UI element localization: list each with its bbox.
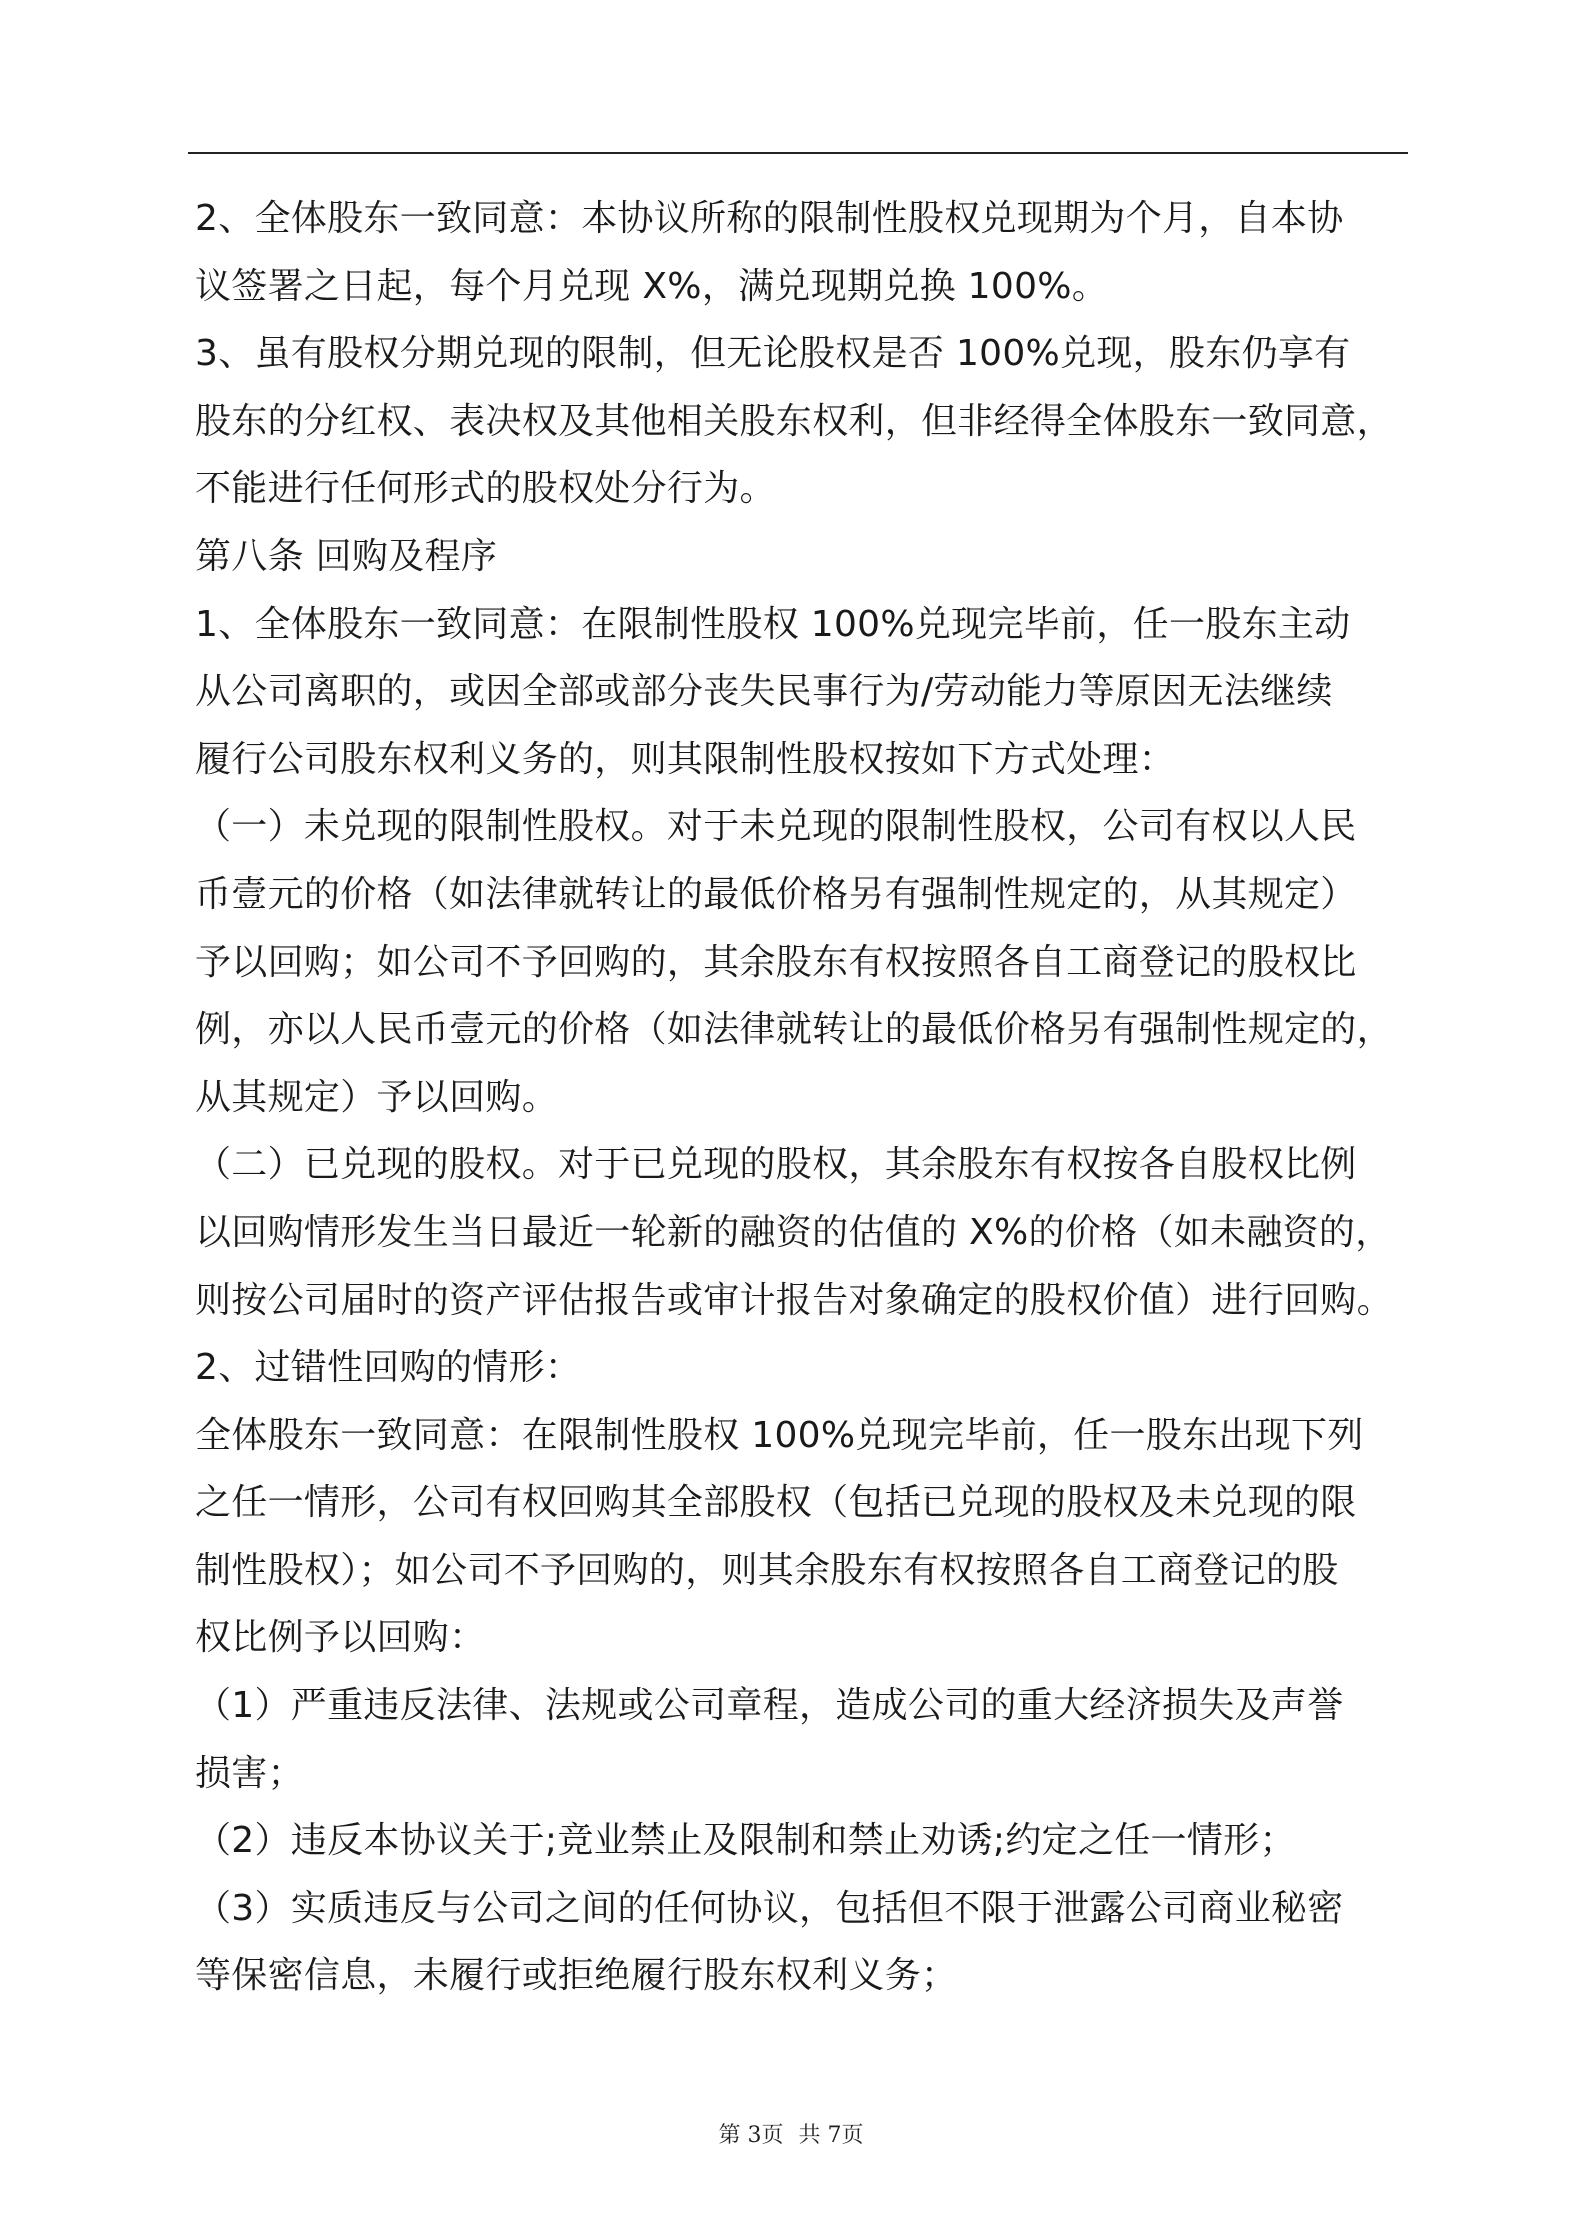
text-line: 权比例予以回购： — [195, 1617, 486, 1659]
page-number: 第 3页 — [718, 2123, 784, 2148]
text-line: 股东的分红权、表决权及其他相关股东权利，但非经得全体股东一致同意， — [195, 400, 1393, 442]
text-line: 例，亦以人民币壹元的价格（如法律就转让的最低价格另有强制性规定的， — [195, 1009, 1393, 1051]
text-line: 以回购情形发生当日最近一轮新的融资的估值的 X%的价格（如未融资的， — [195, 1211, 1392, 1253]
text-line: 予以回购；如公司不予回购的，其余股东有权按照各自工商登记的股权比 — [195, 941, 1357, 983]
text-line: 2、全体股东一致同意：本协议所称的限制性股权兑现期为个月，自本协 — [195, 198, 1344, 239]
text-line: （一）未兑现的限制性股权。对于未兑现的限制性股权，公司有权以人民 — [195, 806, 1357, 848]
text-line: 制性股权）；如公司不予回购的，则其余股东有权按照各自工商登记的股 — [195, 1549, 1339, 1591]
text-line: 3、虽有股权分期兑现的限制，但无论股权是否 100%兑现，股东仍享有 — [195, 333, 1351, 375]
text-line: （2）违反本协议关于;竞业禁止及限制和禁止劝诱;约定之任一情形； — [195, 1820, 1296, 1862]
text-line: 则按公司届时的资产评估报告或审计报告对象确定的股权价值）进行回购。 — [195, 1279, 1393, 1321]
text-line: （1）严重违反法律、法规或公司章程，造成公司的重大经济损失及声誉 — [195, 1685, 1344, 1727]
text-line: 等保密信息，未履行或拒绝履行股东权利义务； — [195, 1955, 958, 1997]
text-line: 之任一情形，公司有权回购其全部股权（包括已兑现的股权及未兑现的限 — [195, 1482, 1357, 1524]
text-line: 不能进行任何形式的股权处分行为。 — [195, 468, 776, 510]
text-line: 从公司离职的，或因全部或部分丧失民事行为/劳动能力等原因无法继续 — [195, 671, 1333, 713]
text-line: 从其规定）予以回购。 — [195, 1076, 559, 1118]
page-total: 共 7页 — [798, 2123, 864, 2148]
text-line: 议签署之日起，每个月兑现 X%，满兑现期兑换 100%。 — [195, 265, 1109, 307]
text-line: 2、过错性回购的情形： — [195, 1347, 582, 1389]
text-line: 损害； — [195, 1752, 304, 1794]
text-line: 全体股东一致同意：在限制性股权 100%兑现完毕前，任一股东出现下列 — [195, 1414, 1364, 1456]
text-line: （二）已兑现的股权。对于已兑现的股权，其余股东有权按各自股权比例 — [195, 1144, 1357, 1186]
text-line: 履行公司股东权利义务的，则其限制性股权按如下方式处理： — [195, 738, 1176, 780]
page-footer — [0, 2118, 1582, 2149]
document-body — [195, 185, 1425, 2010]
text-line: 1、全体股东一致同意：在限制性股权 100%兑现完毕前，任一股东主动 — [195, 603, 1351, 645]
header-rule — [188, 152, 1408, 154]
text-line: （3）实质违反与公司之间的任何协议，包括但不限于泄露公司商业秘密 — [195, 1887, 1344, 1929]
section-heading: 第八条 回购及程序 — [195, 535, 498, 577]
text-line: 币壹元的价格（如法律就转让的最低价格另有强制性规定的，从其规定） — [195, 873, 1357, 915]
